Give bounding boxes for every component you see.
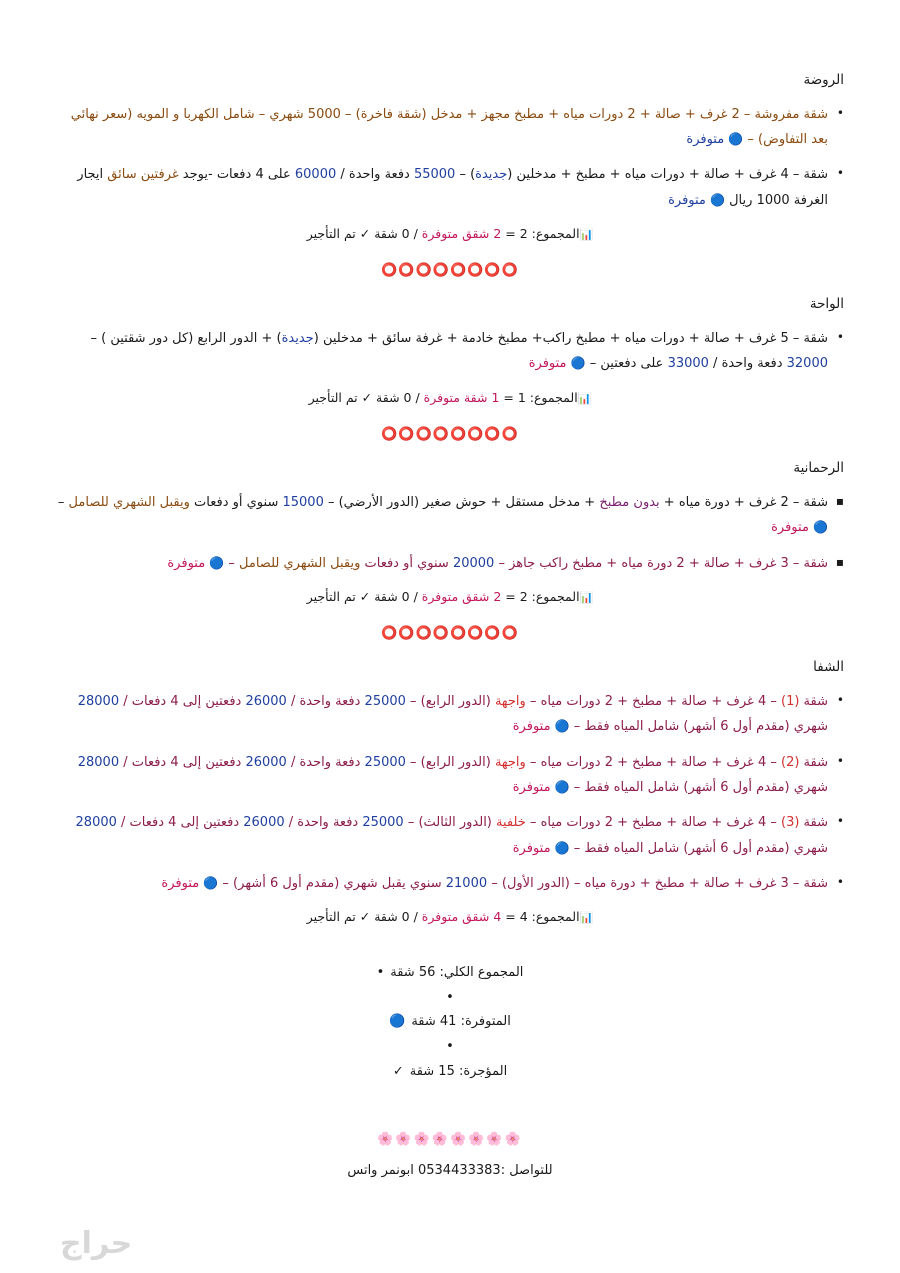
summary-available: 2 شقق متوفرة	[421, 225, 502, 241]
property-section	[56, 657, 844, 929]
listing-text: 25000	[364, 693, 406, 709]
listing-text: دفعة واحدة /	[284, 815, 363, 831]
listing-text: ) + الدور الرابع (كل دور شقتين ) –	[90, 331, 282, 347]
listing-text: 21000	[445, 876, 488, 892]
summary-total: المجموع: 2 =	[501, 588, 580, 604]
listing-text: متوفرة	[167, 555, 210, 571]
listing-text: (الدور الثالث) –	[403, 815, 497, 831]
bullet-icon: •	[836, 105, 844, 120]
listing-text: (الدور الرابع) –	[405, 754, 495, 770]
list-item	[56, 871, 844, 896]
availability-icon: 🔵	[209, 555, 225, 570]
listing-text: + مدخل مستقل + حوش صغير (الدور الأرضي) –	[323, 494, 600, 510]
total-spacer: •	[446, 989, 454, 1005]
listing-text: – 4 غرف + صالة + مطبخ + 2 دورات مياه –	[525, 815, 781, 831]
listing-text: ويقبل الشهري للصامل	[239, 555, 361, 571]
listing-text: غرفتين سائق	[107, 167, 179, 183]
bullet-icon: ▪	[835, 554, 844, 569]
listing-text: (الدور الرابع) –	[405, 693, 495, 709]
listing-text: –	[224, 555, 240, 571]
sections-container	[56, 70, 844, 929]
listing-text: متوفرة	[528, 356, 571, 372]
summary-divider: /	[409, 225, 422, 241]
listing-text: 26000	[245, 754, 287, 770]
section-summary	[56, 586, 844, 609]
section-title: الشفا	[813, 659, 844, 676]
listing-text: دفعة واحدة /	[708, 356, 787, 372]
list-item	[56, 551, 844, 576]
listing-text: متوفرة	[668, 192, 711, 208]
total-icon: •	[376, 964, 385, 980]
property-section	[56, 294, 844, 409]
listing-text: واجهة	[494, 754, 526, 770]
listing-text: سنوي أو دفعات	[189, 494, 283, 510]
listing-text: ريال	[724, 192, 757, 208]
summary-rented: 0 شقة ✓ تم التأجير	[306, 225, 410, 241]
availability-icon: 🔵	[710, 192, 725, 207]
section-summary	[56, 906, 844, 929]
total-label: المؤجرة: 15 شقة	[409, 1063, 508, 1079]
listing-text: 15000	[282, 494, 324, 510]
listing-text: 32000	[786, 356, 828, 372]
summary-divider: /	[409, 909, 422, 925]
bar-chart-icon: 📊	[579, 590, 594, 604]
listing-text: 5000	[307, 106, 341, 122]
listing-text: – 4 غرف + صالة + مطبخ + 2 دورات مياه –	[525, 754, 781, 770]
listing-text: شقة – 3 غرف + صالة + 2 دورة مياه + مطبخ راكب جاهز –	[494, 555, 828, 571]
bullet-icon: •	[836, 166, 844, 181]
section-separator: ⭕⭕⭕⭕⭕⭕⭕⭕	[381, 263, 519, 279]
list-item	[56, 689, 844, 740]
totals-list	[377, 961, 524, 1084]
listing-text: (2)	[780, 754, 800, 770]
total-label: المتوفرة: 41 شقة	[411, 1014, 511, 1030]
property-section	[56, 70, 844, 245]
availability-icon: 🔵	[554, 719, 570, 734]
summary-divider: /	[411, 389, 424, 405]
listing-list	[56, 490, 844, 576]
listing-text: خلفية	[496, 815, 526, 831]
summary-available: 2 شقق متوفرة	[421, 588, 502, 604]
listing-text: دفعتين إلى 4 دفعات /	[116, 815, 244, 831]
watermark-logo: حراج	[60, 1226, 133, 1261]
listing-text: شقة	[799, 693, 828, 709]
listing-text: شقة	[799, 754, 828, 770]
bullet-icon: •	[836, 692, 844, 707]
listing-list	[56, 689, 844, 896]
listing-text: (3)	[780, 815, 800, 831]
listing-text: ) –	[455, 167, 476, 183]
bullet-icon: •	[836, 330, 844, 345]
listing-text: 28000	[77, 693, 120, 709]
list-item	[56, 162, 844, 213]
listing-list	[56, 326, 844, 377]
list-item	[56, 750, 844, 801]
listing-text: متوفرة	[512, 840, 555, 856]
bar-chart-icon: 📊	[579, 227, 594, 241]
summary-rented: 0 شقة ✓ تم التأجير	[306, 588, 410, 604]
listing-text: جديدة	[475, 167, 508, 183]
total-spacer: •	[446, 1038, 454, 1054]
listing-text: متوفرة	[512, 719, 555, 735]
section-separator: ⭕⭕⭕⭕⭕⭕⭕⭕	[381, 427, 519, 443]
listing-text: 26000	[245, 693, 287, 709]
bullet-icon: ▪	[835, 493, 844, 508]
summary-divider: /	[409, 588, 422, 604]
listing-text: ) –	[218, 876, 239, 892]
listing-text: بدون مطبخ	[599, 494, 660, 510]
listing-text: 25000	[364, 754, 406, 770]
contact-line: للتواصل :0534433383 ابونمر واتس	[347, 1163, 553, 1179]
listing-text: دفعة واحدة /	[286, 693, 365, 709]
listing-text: شقة مفروشة – 2 غرف + صالة + 2 دورات مياه + مطبخ مجهز + مدخل (شقة فاخرة) –	[340, 106, 828, 122]
total-item	[377, 961, 524, 986]
availability-icon: 🔵	[728, 131, 744, 146]
listing-text: ايجار الغرفة	[77, 167, 828, 208]
listing-text: متوفرة	[686, 131, 729, 147]
listing-text: دفعة واحدة /	[336, 167, 414, 183]
list-item	[56, 490, 844, 541]
listing-text: دفعتين إلى 4 دفعات /	[119, 754, 246, 770]
availability-icon: 🔵	[554, 780, 570, 794]
listing-text: سعر نهائي بعد التفاوض	[70, 106, 828, 147]
listing-text: شقة – 5 غرف + صالة + دورات مياه + مطبخ راكب+ مطبخ خادمة + غرفة سائق + مدخلين (	[313, 331, 828, 347]
section-separator: ⭕⭕⭕⭕⭕⭕⭕⭕	[381, 626, 519, 642]
listing-text: سنوي يقبل شهري (	[334, 876, 446, 892]
summary-total: المجموع: 2 =	[501, 225, 580, 241]
section-summary	[56, 223, 844, 246]
listing-text: واجهة	[494, 693, 526, 709]
total-icon: 🔵	[389, 1014, 406, 1030]
listing-text: 33000	[667, 356, 709, 372]
footer-separator: 🌸🌸🌸🌸🌸🌸🌸🌸	[377, 1132, 523, 1148]
listing-text: شهري (مقدم أول 6 أشهر) شامل المياه فقط –	[569, 840, 828, 856]
listing-text: جديدة	[281, 331, 314, 347]
listing-text: دفعتين إلى 4 دفعات /	[119, 693, 246, 709]
total-item	[377, 1010, 524, 1035]
summary-total: المجموع: 1 =	[499, 389, 578, 405]
bar-chart-icon: 📊	[577, 391, 592, 405]
listing-text: 20000	[452, 555, 495, 571]
listing-text: 28000	[77, 754, 120, 770]
section-summary	[56, 387, 844, 410]
listing-text: دفعة واحدة /	[286, 754, 365, 770]
listing-text: شقة – 4 غرف + صالة + دورات مياه + مطبخ + مدخلين (	[507, 167, 828, 183]
total-icon: ✓	[392, 1063, 404, 1079]
listing-text: 1000	[756, 192, 790, 208]
summary-rented: 0 شقة ✓ تم التأجير	[306, 909, 410, 925]
bullet-icon: •	[836, 753, 844, 768]
listing-text: مقدم أول 6 أشهر	[238, 876, 335, 892]
listing-text: 60000	[294, 167, 337, 183]
availability-icon: 🔵	[554, 840, 570, 855]
listing-text: متوفرة	[512, 780, 555, 795]
listing-text: –	[57, 494, 69, 510]
section-title: الروضة	[803, 72, 844, 88]
summary-available: 4 شقق متوفرة	[421, 909, 502, 925]
totals-block	[56, 935, 844, 1084]
list-item	[56, 326, 844, 377]
listing-text: (1)	[780, 693, 800, 709]
bar-chart-icon: 📊	[579, 911, 594, 925]
listing-text: على 4 دفعات -يوجد	[178, 167, 295, 183]
availability-icon: 🔵	[203, 876, 219, 891]
listing-text: – 4 غرف + صالة + مطبخ + 2 دورات مياه –	[525, 693, 781, 709]
section-title: الرحمانية	[793, 460, 844, 477]
listing-text: شهري (مقدم أول 6 أشهر) شامل المياه فقط –	[569, 780, 828, 795]
summary-rented: 0 شقة ✓ تم التأجير	[308, 389, 412, 405]
bullet-icon: •	[836, 875, 844, 890]
listing-text: 25000	[362, 815, 404, 831]
list-item	[56, 810, 844, 861]
availability-icon: 🔵	[813, 520, 828, 535]
listing-text: ) –	[743, 131, 764, 147]
total-item	[377, 1060, 524, 1085]
listing-text: على دفعتين –	[585, 356, 668, 372]
listing-text: شهري – شامل الكهربا و المويه (	[127, 106, 308, 122]
listing-list	[56, 102, 844, 213]
listing-text: 26000	[243, 815, 285, 831]
listing-text: 55000	[413, 167, 456, 183]
bullet-icon: •	[836, 814, 844, 829]
listing-text: 28000	[75, 815, 117, 831]
list-item	[56, 102, 844, 153]
property-section	[56, 458, 844, 608]
listing-text: سنوي أو دفعات	[360, 555, 453, 571]
listing-text: شهري (مقدم أول 6 أشهر) شامل المياه فقط –	[569, 719, 828, 735]
listing-text: شقة – 3 غرف + صالة + مطبخ + دورة مياه – (الدور الأول) –	[487, 876, 828, 892]
listing-text: شقة – 2 غرف + دورة مياه +	[659, 494, 828, 510]
listing-text: متوفرة	[771, 520, 814, 536]
listing-text: ويقبل الشهري للصامل	[68, 494, 190, 510]
total-label: المجموع الكلي: 56 شقة	[390, 964, 524, 980]
availability-icon: 🔵	[570, 356, 586, 371]
listing-text: شقة	[799, 815, 828, 831]
section-title: الواحة	[809, 296, 844, 313]
summary-available: 1 شقة متوفرة	[423, 389, 500, 405]
summary-total: المجموع: 4 =	[501, 909, 580, 925]
listing-text: متوفرة	[161, 876, 204, 892]
